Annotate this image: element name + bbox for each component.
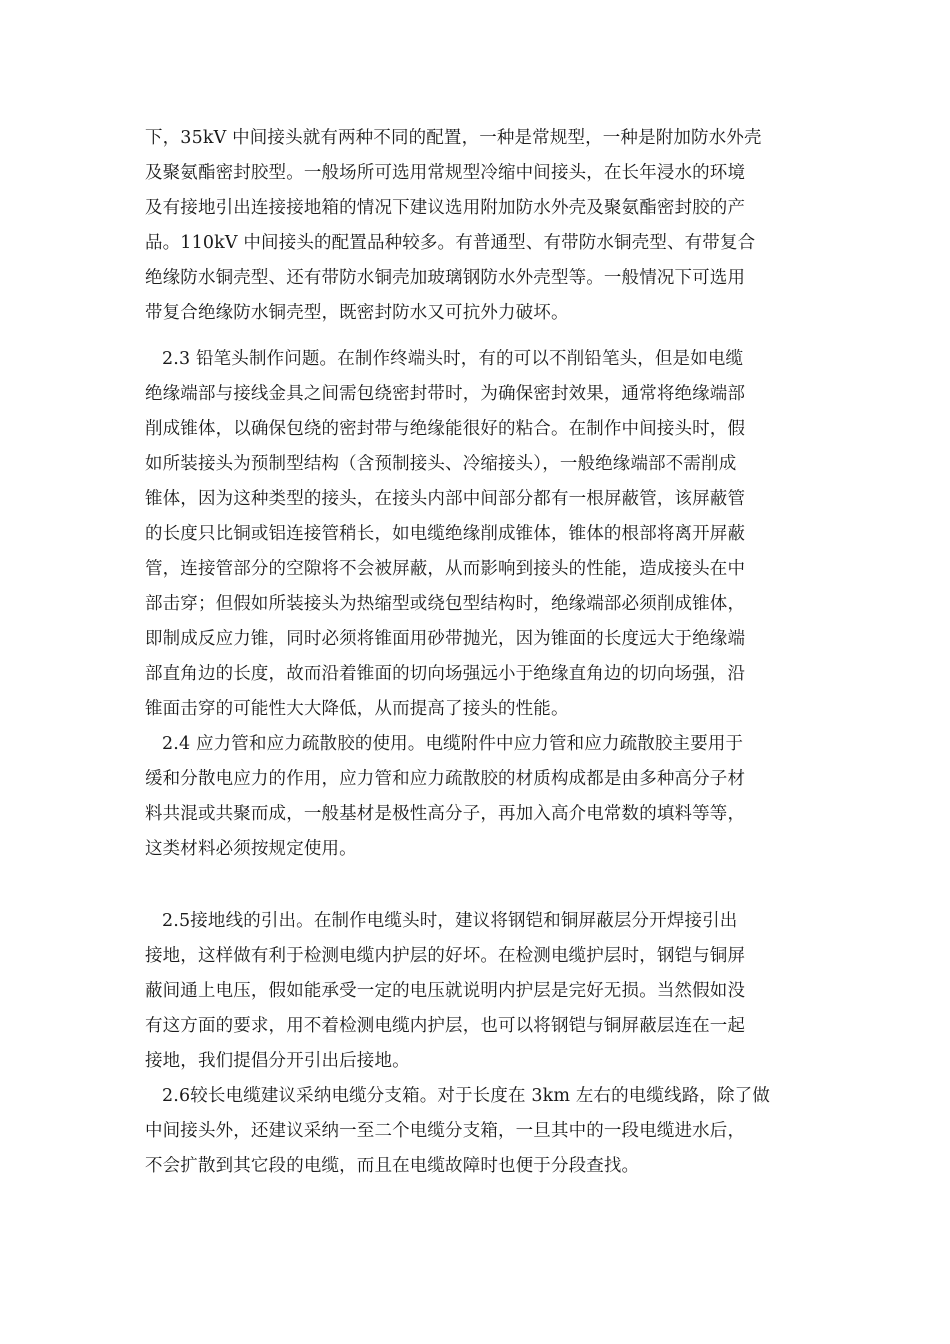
paragraph-2-4-start: 2.4 应力管和应力疏散胶的使用。电缆附件中应力管和应力疏散胶主要用于 — [162, 734, 744, 754]
text-line: 不会扩散到其它段的电缆，而且在电缆故障时也便于分段查找。 — [145, 1156, 640, 1176]
paragraph-2-6-start: 2.6较长电缆建议采纳电缆分支箱。对于长度在 3km 左右的电缆线路，除了做 — [162, 1086, 770, 1106]
text-line: 部直角边的长度，故而沿着锥面的切向场强远小于绝缘直角边的切向场强，沿 — [145, 664, 746, 684]
text-line: 的长度只比铜或铝连接管稍长，如电缆绝缘削成锥体，锥体的根部将离开屏蔽 — [145, 524, 746, 544]
text-line: 如所装接头为预制型结构（含预制接头、冷缩接头），一般绝缘端部不需削成 — [145, 454, 737, 474]
text-line: 接地，我们提倡分开引出后接地。 — [145, 1051, 410, 1071]
text-line: 绝缘端部与接线金具之间需包绕密封带时，为确保密封效果，通常将绝缘端部 — [145, 384, 746, 404]
text-line: 中间接头外，还建议采纳一至二个电缆分支箱，一旦其中的一段电缆进水后， — [145, 1121, 746, 1141]
paragraph-2-5-start: 2.5接地线的引出。在制作电缆头时，建议将钢铠和铜屏蔽层分开焊接引出 — [162, 911, 738, 931]
text-line: 这类材料必须按规定使用。 — [145, 839, 357, 859]
text-line: 及聚氨酯密封胶型。一般场所可选用常规型冷缩中间接头，在长年浸水的环境 — [145, 163, 746, 183]
text-line: 锥体，因为这种类型的接头，在接头内部中间部分都有一根屏蔽管，该屏蔽管 — [145, 489, 746, 509]
text-line: 锥面击穿的可能性大大降低，从而提高了接头的性能。 — [145, 699, 569, 719]
paragraph-2-3-start: 2.3 铅笔头制作问题。在制作终端头时，有的可以不削铅笔头，但是如电缆 — [162, 349, 744, 369]
text-line: 品。110kV 中间接头的配置品种较多。有普通型、有带防水铜壳型、有带复合 — [145, 233, 756, 253]
text-line: 蔽间通上电压，假如能承受一定的电压就说明内护层是完好无损。当然假如没 — [145, 981, 746, 1001]
text-line: 下，35kV 中间接头就有两种不同的配置，一种是常规型，一种是附加防水外壳 — [145, 128, 762, 148]
text-line: 缓和分散电应力的作用，应力管和应力疏散胶的材质构成都是由多种高分子材 — [145, 769, 746, 789]
text-line: 及有接地引出连接接地箱的情况下建议选用附加防水外壳及聚氨酯密封胶的产 — [145, 198, 746, 218]
text-line: 有这方面的要求，用不着检测电缆内护层，也可以将钢铠与铜屏蔽层连在一起 — [145, 1016, 746, 1036]
text-line: 接地，这样做有利于检测电缆内护层的好坏。在检测电缆护层时，钢铠与铜屏 — [145, 946, 746, 966]
text-line: 即制成反应力锥，同时必须将锥面用砂带抛光，因为锥面的长度远大于绝缘端 — [145, 629, 746, 649]
text-line: 部击穿；但假如所装接头为热缩型或绕包型结构时，绝缘端部必须削成锥体， — [145, 594, 746, 614]
text-line: 管，连接管部分的空隙将不会被屏蔽，从而影响到接头的性能，造成接头在中 — [145, 559, 746, 579]
text-line: 削成锥体，以确保包绕的密封带与绝缘能很好的粘合。在制作中间接头时，假 — [145, 419, 746, 439]
text-line: 绝缘防水铜壳型、还有带防水铜壳加玻璃钢防水外壳型等。一般情况下可选用 — [145, 268, 746, 288]
text-line: 带复合绝缘防水铜壳型，既密封防水又可抗外力破坏。 — [145, 303, 569, 323]
text-line: 料共混或共聚而成，一般基材是极性高分子，再加入高介电常数的填料等等， — [145, 804, 746, 824]
